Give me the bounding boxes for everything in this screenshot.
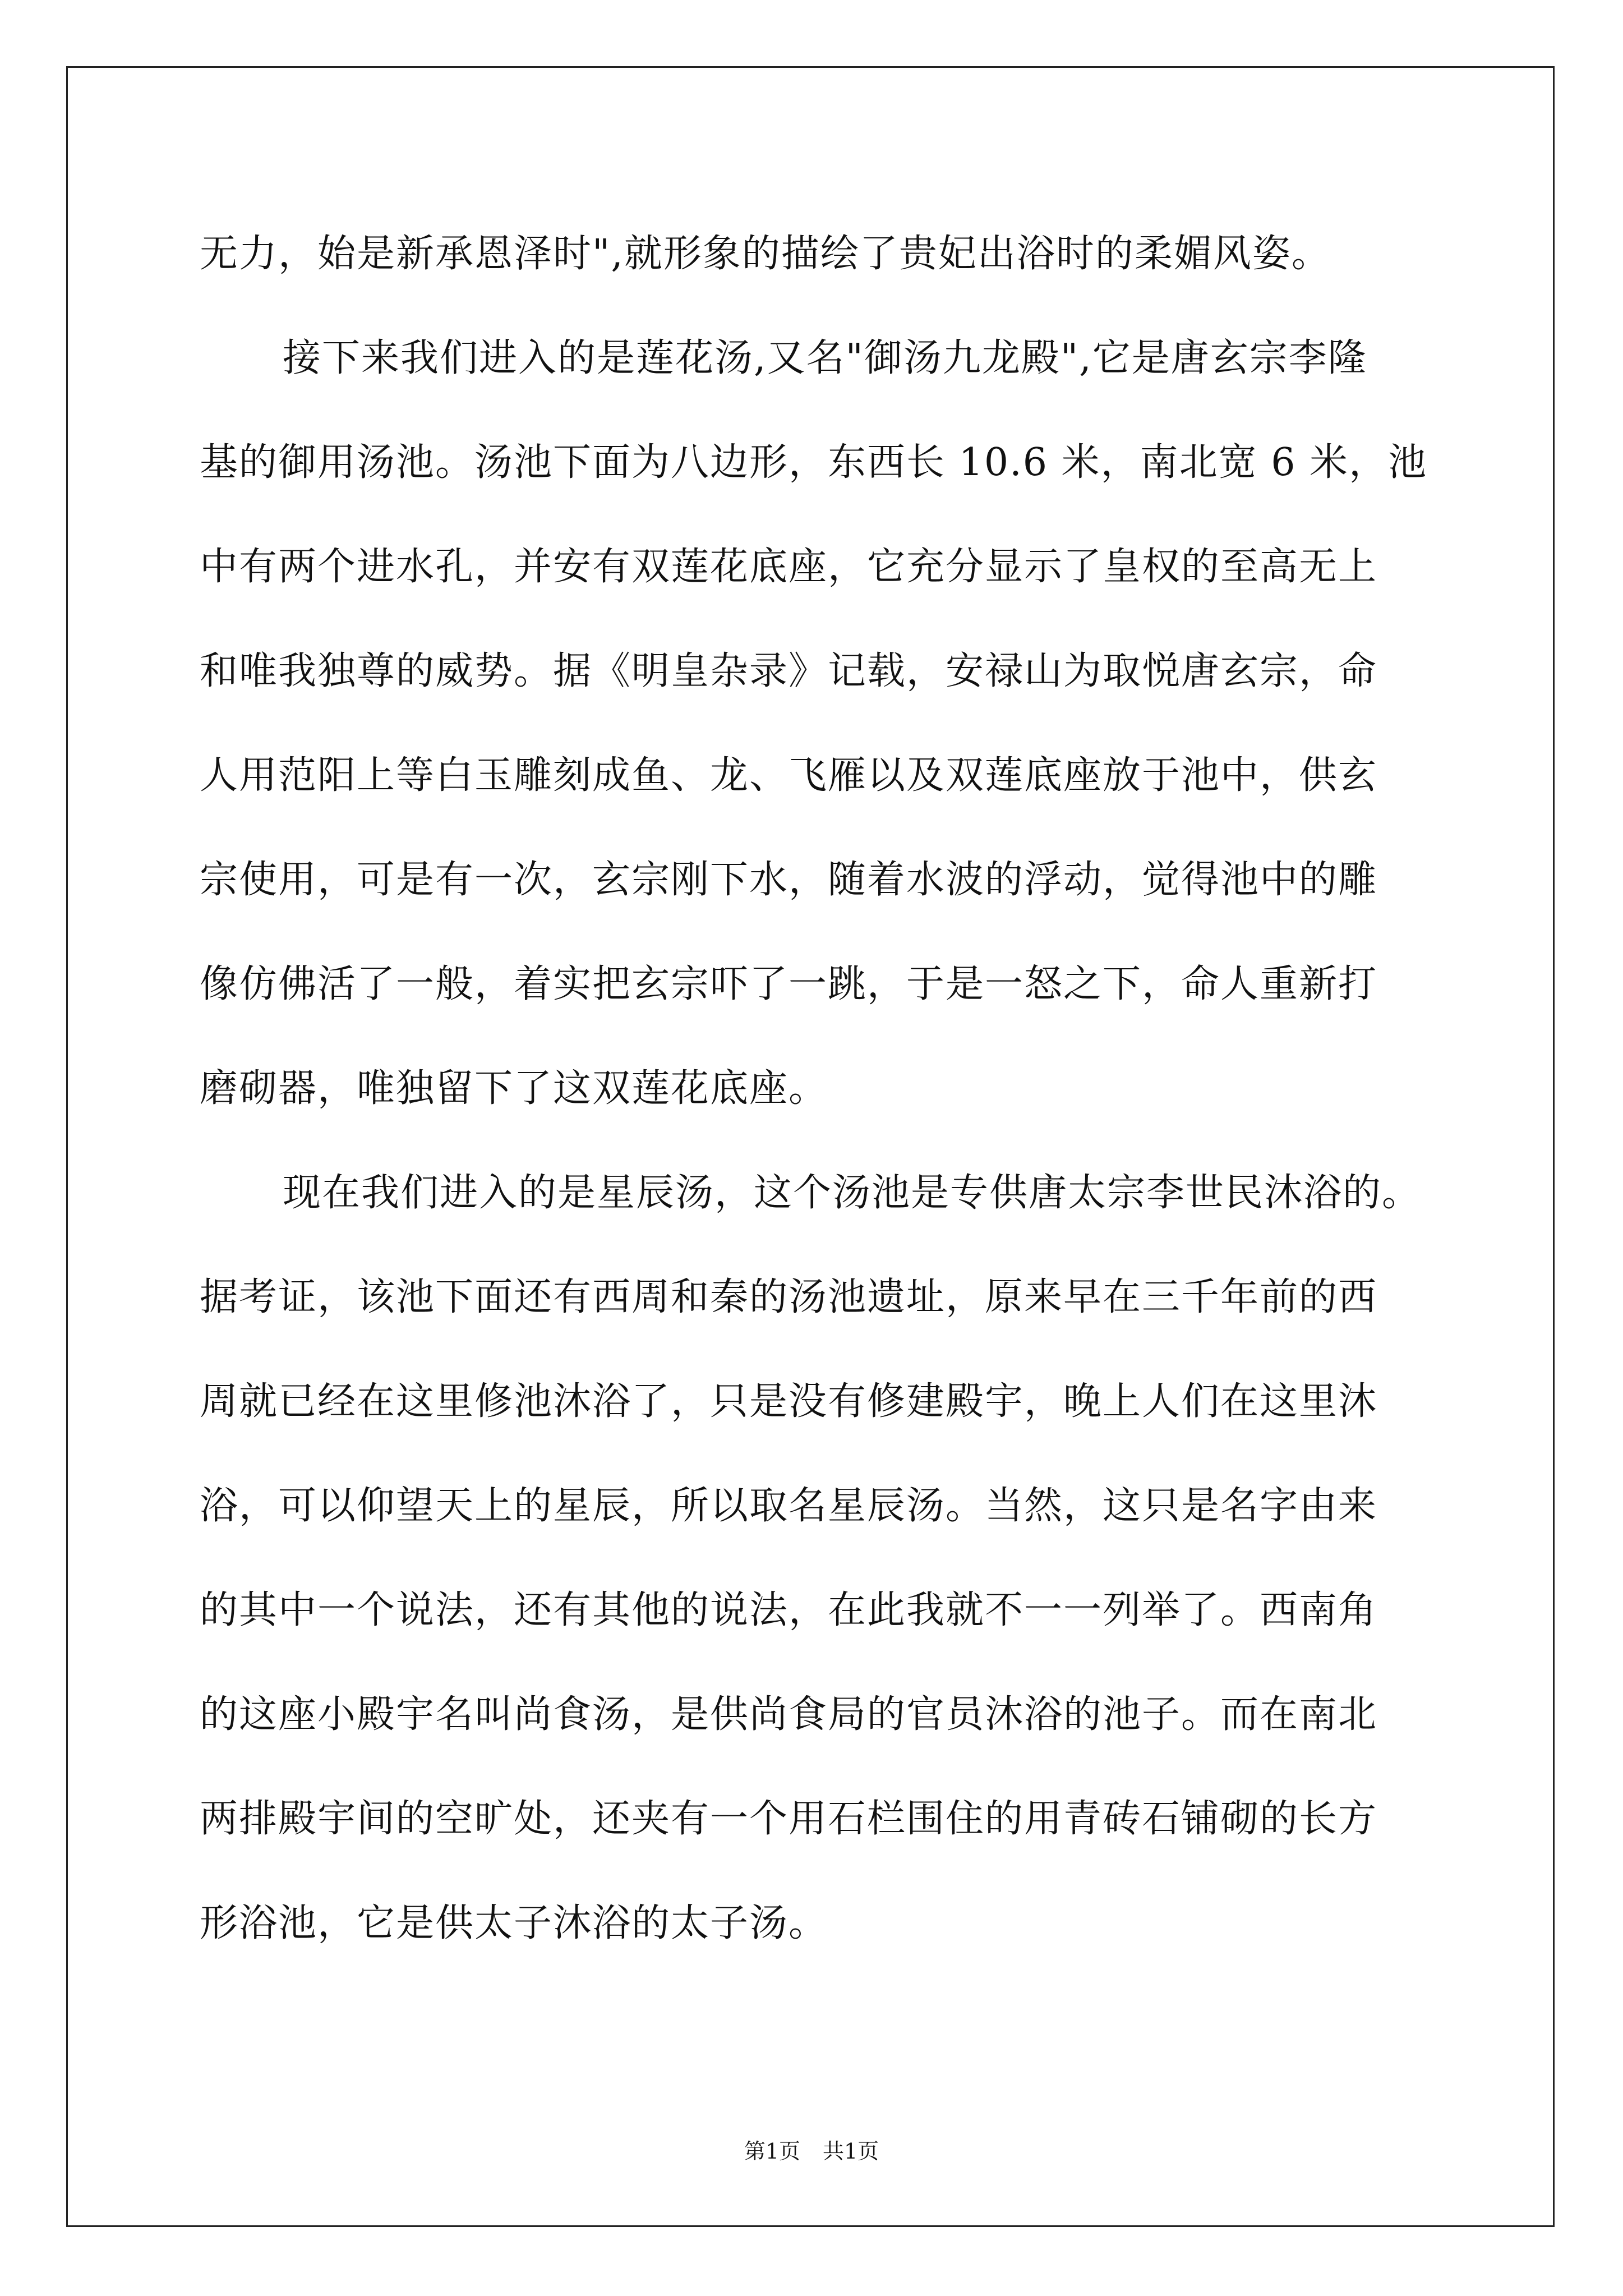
text-line-7: 宗使用，可是有一次，玄宗刚下水，随着水波的浮动，觉得池中的雕	[200, 858, 1378, 902]
text-line-5: 和唯我独尊的威势。据《明皇杂录》记载，安禄山为取悦唐玄宗，命	[200, 649, 1378, 693]
text-line-4: 中有两个进水孔，并安有双莲花底座，它充分显示了皇权的至高无上	[200, 545, 1378, 589]
text-line-17: 形浴池，它是供太子沐浴的太子汤。	[200, 1901, 828, 1945]
text-line-14: 的其中一个说法，还有其他的说法，在此我就不一一列举了。西南角	[200, 1588, 1378, 1632]
text-line-9: 磨砌器，唯独留下了这双莲花底座。	[200, 1066, 828, 1111]
text-line-2: 接下来我们进入的是莲花汤,又名"御汤九龙殿",它是唐玄宗李隆	[283, 336, 1367, 380]
text-line-3: 基的御用汤池。汤池下面为八边形，东西长 10.6 米，南北宽 6 米，池	[200, 440, 1428, 485]
text-line-13: 浴，可以仰望天上的星辰，所以取名星辰汤。当然，这只是名字由来	[200, 1484, 1378, 1528]
text-line-16: 两排殿宇间的空旷处，还夹有一个用石栏围住的用青砖石铺砌的长方	[200, 1797, 1378, 1841]
body-text	[200, 202, 1428, 1976]
page-total: 共1页	[823, 2139, 879, 2164]
page-footer	[0, 2137, 1623, 2165]
text-line-15: 的这座小殿宇名叫尚食汤，是供尚食局的官员沐浴的池子。而在南北	[200, 1692, 1378, 1737]
text-line-1: 无力，始是新承恩泽时",就形象的描绘了贵妃出浴时的柔媚风姿。	[200, 232, 1331, 276]
text-line-8: 像仿佛活了一般，着实把玄宗吓了一跳，于是一怒之下，命人重新打	[200, 962, 1378, 1006]
text-line-10: 现在我们进入的是星辰汤，这个汤池是专供唐太宗李世民沐浴的。	[283, 1171, 1422, 1215]
text-line-12: 周就已经在这里修池沐浴了，只是没有修建殿宇，晚上人们在这里沐	[200, 1379, 1378, 1424]
page-number: 第1页	[744, 2139, 800, 2164]
text-line-6: 人用范阳上等白玉雕刻成鱼、龙、飞雁以及双莲底座放于池中，供玄	[200, 753, 1378, 798]
text-line-11: 据考证，该池下面还有西周和秦的汤池遗址，原来早在三千年前的西	[200, 1275, 1378, 1319]
